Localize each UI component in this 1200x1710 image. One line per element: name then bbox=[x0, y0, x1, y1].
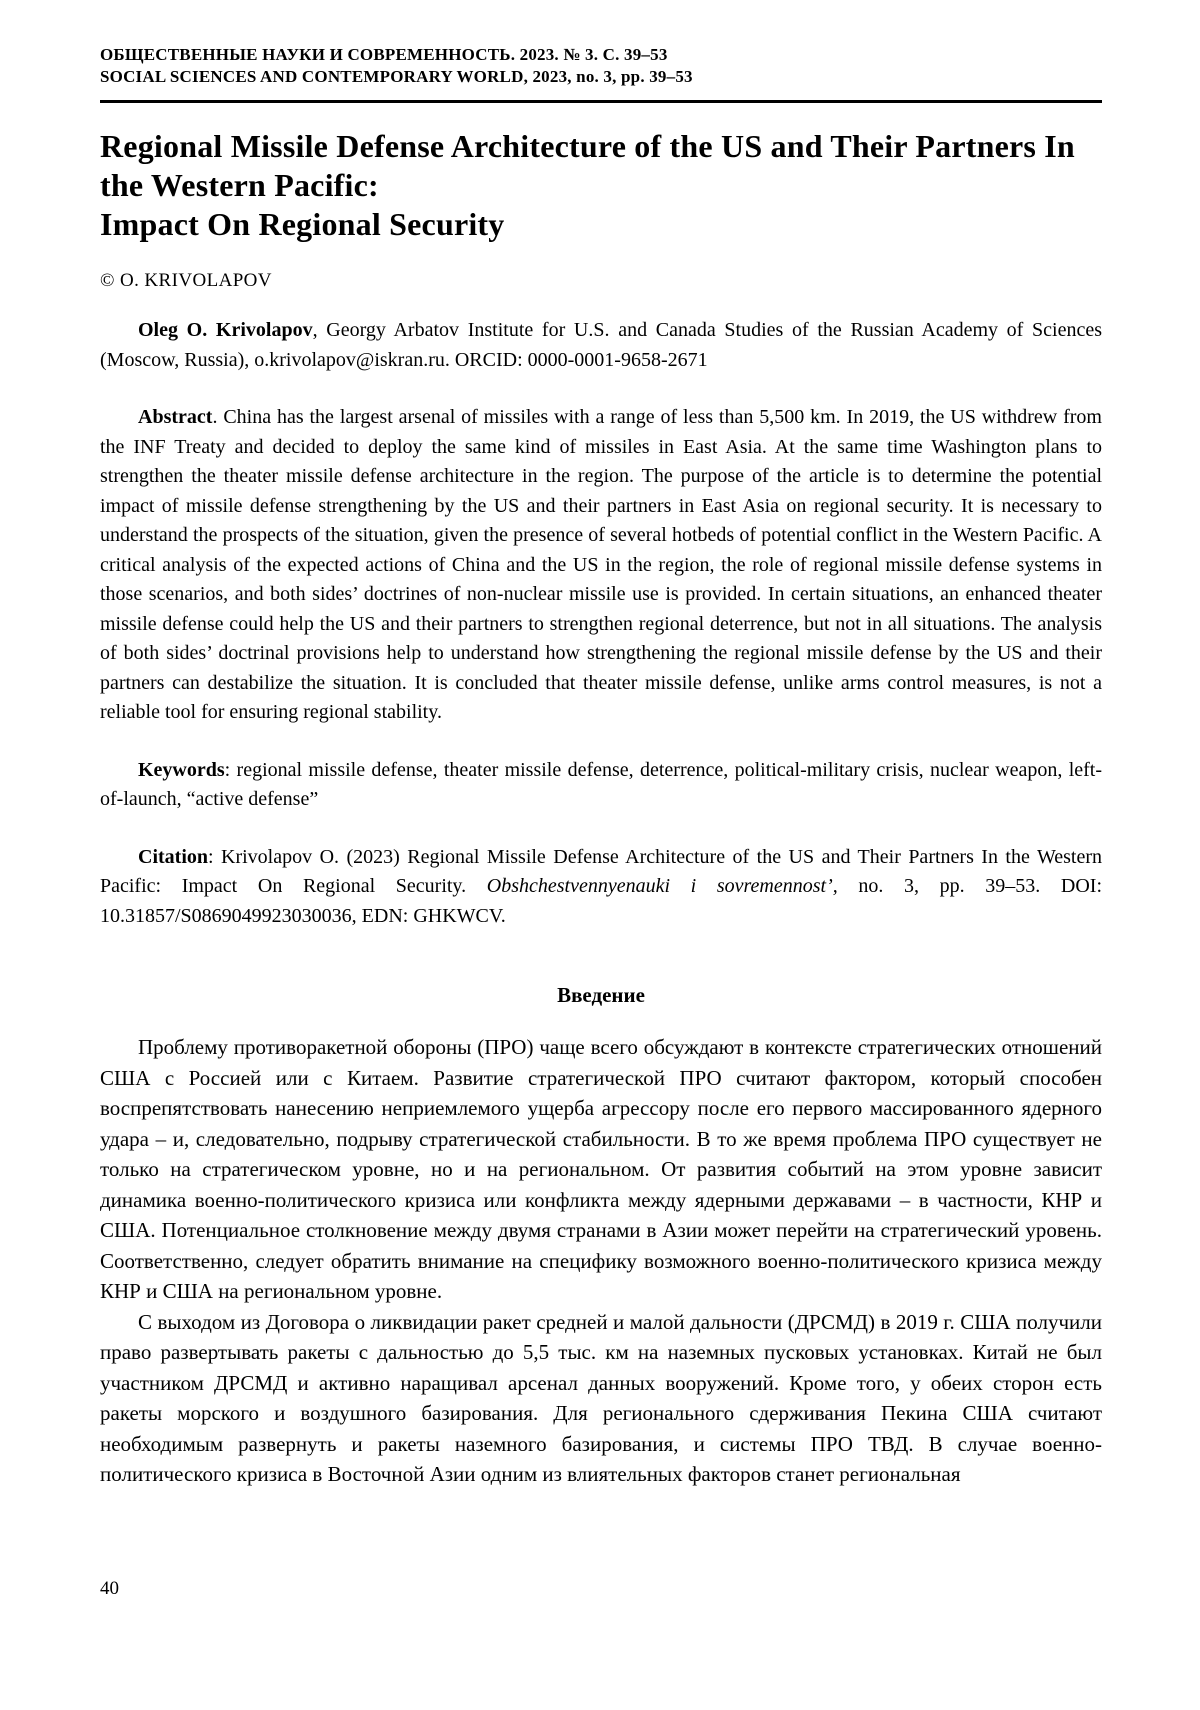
citation-label: Citation bbox=[138, 845, 208, 868]
article-title bbox=[100, 127, 1102, 244]
journal-header bbox=[100, 44, 1102, 88]
keywords-paragraph bbox=[100, 756, 1102, 815]
abstract-paragraph bbox=[100, 403, 1102, 728]
article-title-line2: Impact On Regional Security bbox=[100, 206, 505, 242]
page-content bbox=[100, 44, 1102, 1490]
citation-text-end: no. 3, pp. 39–53. DOI: 10.31857/S0869049923030036, EDN: GHKWCV. bbox=[100, 875, 1102, 927]
citation-text-start: : Krivolapov O. (2023) Regional Missile Defense Architecture of the US and Their Partners In the Western Pacific: Impact On Regional Security. bbox=[100, 845, 1102, 897]
copyright-line: © O. KRIVOLAPOV bbox=[100, 270, 272, 291]
journal-header-ru: ОБЩЕСТВЕННЫЕ НАУКИ И СОВРЕМЕННОСТЬ. 2023. № 3. С. 39–53 bbox=[100, 45, 668, 64]
journal-header-en: SOCIAL SCIENCES AND CONTEMPORARY WORLD, 2023, no. 3, pp. 39–53 bbox=[100, 67, 693, 86]
section-heading-introduction: Введение bbox=[557, 983, 645, 1007]
article-title-line1: Regional Missile Defense Architecture of the US and Their Partners In the Western Pacific: bbox=[100, 128, 1075, 203]
citation-paragraph bbox=[100, 843, 1102, 932]
abstract-text: . China has the largest arsenal of missiles with a range of less than 5,500 km. In 2019, the US withdrew from the INF Treaty and decided to deploy the same kind of missiles in East Asia. At the same time Washington plans to strengthen the theater missile defense architecture in the region. The purpose of the article is to determine the potential impact of missile defense strengthening by the US and their partners in East Asia on regional security. It is necessary to understand the prospects of the situation, given the presence of several hotbeds of potential conflict in the Western Pacific. A critical analysis of the expected actions of China and the US in the region, the role of regional missile defense systems in those scenarios, and both sides’ doctrines of non-nuclear missile use is provided. In certain situations, an enhanced theater missile defense could help the US and their partners to strengthen regional deterrence, but not in all situations. The analysis of both sides’ doctrinal provisions help to understand how strengthening the regional missile defense by the US and their partners can destabilize the situation. It is concluded that theater missile defense, unlike arms control measures, is not a reliable tool for ensuring regional stability. bbox=[100, 406, 1102, 723]
citation-journal-name: Obshchestvennyenauki i sovremennost’, bbox=[486, 875, 838, 897]
body-paragraph: Проблему противоракетной обороны (ПРО) чаще всего обсуждают в контексте стратегических отношений США с Россией или с Китаем. Развитие стратегической ПРО считают фактором, который способен воспрепятствовать нанесению неприемлемого ущерба агрессору после его первого массированного ядерного удара – и, следовательно, подрыву стратегической стабильности. В то же время проблема ПРО существует не только на стратегическом уровне, но и на региональном. От развития событий на этом уровне зависит динамика военно-политического кризиса или конфликта между ядерными державами – в частности, КНР и США. Потенциальное столкновение между двумя странами в Азии может перейти на стратегический уровень. Соответственно, следует обратить внимание на специфику возможного военно-политического кризиса между КНР и США на региональном уровне. bbox=[100, 1035, 1102, 1303]
keywords-text: : regional missile defense, theater missile defense, deterrence, political-military crisis, nuclear weapon, left-of-launch, “active defense” bbox=[100, 758, 1102, 810]
page-number: 40 bbox=[100, 1578, 119, 1599]
header-rule bbox=[100, 100, 1102, 103]
affiliation-paragraph bbox=[100, 316, 1102, 375]
body-paragraph: С выходом из Договора о ликвидации ракет средней и малой дальности (ДРСМД) в 2019 г. США получили право развертывать ракеты с дальностью до 5,5 тыс. км на наземных пусковых установках. Китай не был участником ДРСМД и активно наращивал арсенал данных вооружений. Кроме того, у обеих сторон есть ракеты морского и воздушного базирования. Для регионального сдерживания Пекина США считают необходимым развернуть и ракеты наземного базирования, и системы ПРО ТВД. В случае военно-политического кризиса в Восточной Азии одним из влиятельных факторов станет региональная bbox=[100, 1309, 1102, 1486]
affiliation-details: , Georgy Arbatov Institute for U.S. and Canada Studies of the Russian Academy of Sciences (Moscow, Russia), o.krivolapov@iskran.ru. ORCID: 0000-0001-9658-2671 bbox=[100, 319, 1102, 371]
affiliation-author-name: Oleg O. Krivolapov bbox=[138, 319, 313, 341]
keywords-label: Keywords bbox=[138, 758, 225, 781]
abstract-label: Abstract bbox=[138, 406, 213, 428]
